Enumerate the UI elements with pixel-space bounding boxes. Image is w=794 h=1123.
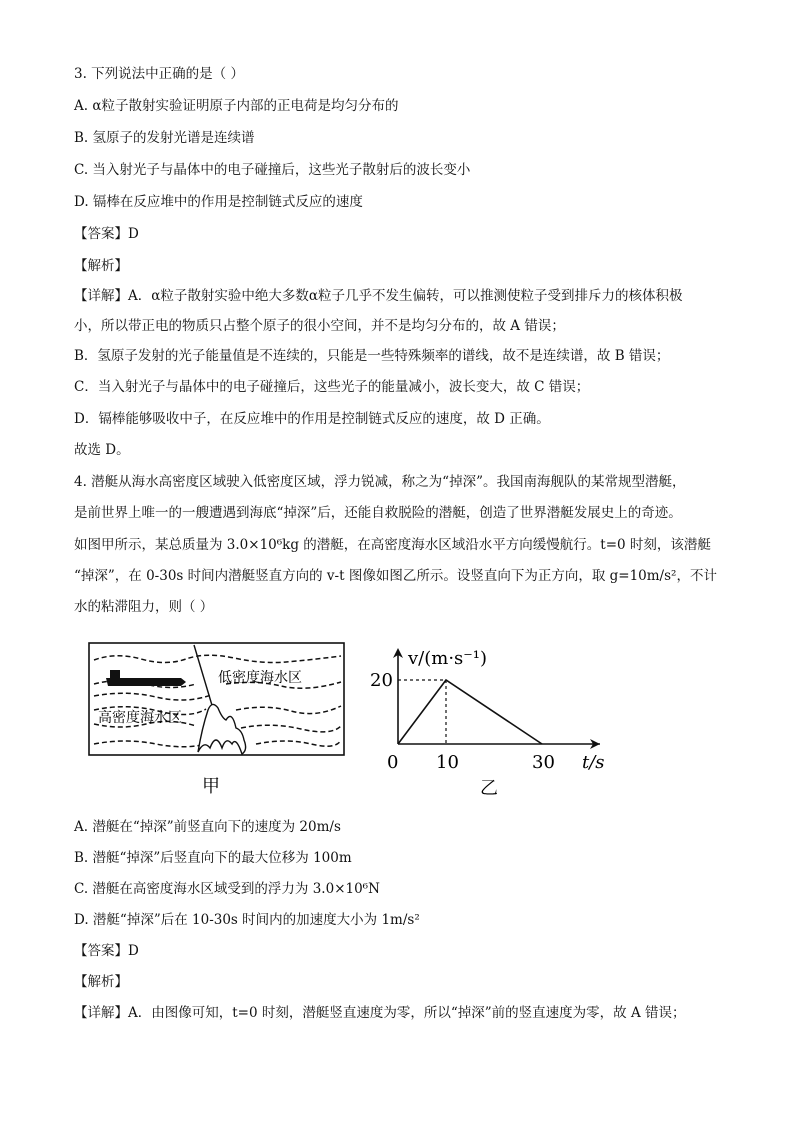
x-axis-label: t/s: [582, 752, 605, 773]
q4-stem-line: 是前世界上唯一的一艘遭遇到海底“掉深”后，还能自救脱险的潜艇，创造了世界潜艇发展史上的奇迹。: [74, 505, 682, 521]
q3-option-d: D. 镉棒在反应堆中的作用是控制链式反应的速度: [74, 194, 363, 210]
high-density-label: 高密度海水区: [98, 710, 182, 726]
q3-detail-line: 【详解】A．α粒子散射实验中绝大多数α粒子几乎不发生偏转，可以推测使粒子受到排斥力的核体积极: [74, 288, 683, 304]
q4-stem-line: 如图甲所示，某总质量为 3.0×10⁶kg 的潜艇，在高密度海水区域沿水平方向缓慢航行。t=0 时刻，该潜艇: [74, 537, 711, 553]
submarine-icon: [106, 670, 186, 686]
q4-detail-line: 【详解】A．由图像可知，t=0 时刻，潜艇竖直速度为零，所以“掉深”前的竖直速度为零，故 A 错误；: [74, 1005, 686, 1021]
y-axis-label: v/(m·s⁻¹): [408, 648, 488, 669]
low-density-label: 低密度海水区: [218, 670, 302, 686]
x-tick-label: 30: [532, 752, 555, 773]
q3-detail-line: C．当入射光子与晶体中的电子碰撞后，这些光子的能量减小，波长变大，故 C 错误；: [74, 379, 590, 395]
q3-detail-line: B．氢原子发射的光子能量值是不连续的，只能是一些特殊频率的谱线，故不是连续谱，故 B 错误；: [74, 348, 670, 364]
q3-analysis-label: 【解析】: [74, 258, 128, 274]
q4-option-b: B. 潜艇“掉深”后竖直向下的最大位移为 100m: [74, 850, 352, 866]
seafloor-rock: [198, 704, 246, 754]
q4-stem-line: 水的粘滞阻力，则（ ）: [74, 599, 214, 615]
vt-chart: [362, 640, 622, 800]
boundary-line: [194, 645, 214, 712]
q4-stem-line: 4. 潜艇从海水高密度区域驶入低密度区域，浮力锐减，称之为“掉深”。我国南海舰队的某常规型潜艇，: [74, 474, 686, 490]
q4-option-a: A. 潜艇在“掉深”前竖直向下的速度为 20m/s: [74, 819, 341, 835]
q3-option-a: A. α粒子散射实验证明原子内部的正电荷是均匀分布的: [74, 98, 399, 114]
submarine-diagram: [86, 640, 348, 800]
q4-option-c: C. 潜艇在高密度海水区域受到的浮力为 3.0×10⁶N: [74, 881, 380, 897]
q4-option-d: D. 潜艇“掉深”后在 10-30s 时间内的加速度大小为 1m/s²: [74, 912, 420, 928]
q3-detail-line: 故选 D。: [74, 442, 130, 458]
q3-option-b: B. 氢原子的发射光谱是连续谱: [74, 130, 255, 146]
q4-analysis-label: 【解析】: [74, 974, 128, 990]
q3-stem: 3. 下列说法中正确的是（ ）: [74, 66, 244, 82]
y-tick-label: 20: [370, 670, 393, 691]
figure-caption-jia: 甲: [202, 776, 220, 797]
x-tick-label: 10: [436, 752, 459, 773]
q3-option-c: C. 当入射光子与晶体中的电子碰撞后，这些光子散射后的波长变小: [74, 162, 471, 178]
q3-answer: 【答案】D: [74, 226, 139, 242]
x-tick-label: 0: [387, 752, 399, 773]
q3-detail-line: D．镉棒能够吸收中子，在反应堆中的作用是控制链式反应的速度，故 D 正确。: [74, 411, 550, 427]
q4-answer: 【答案】D: [74, 943, 139, 959]
q4-stem-line: “掉深”，在 0-30s 时间内潜艇竖直方向的 v-t 图像如图乙所示。设竖直向下为正方向，取 g=10m/s²，不计: [74, 568, 717, 584]
q3-detail-line: 小，所以带正电的物质只占整个原子的很小空间，并不是均匀分布的，故 A 错误；: [74, 318, 565, 334]
figure-caption-yi: 乙: [480, 778, 498, 799]
series-line: [398, 680, 542, 744]
